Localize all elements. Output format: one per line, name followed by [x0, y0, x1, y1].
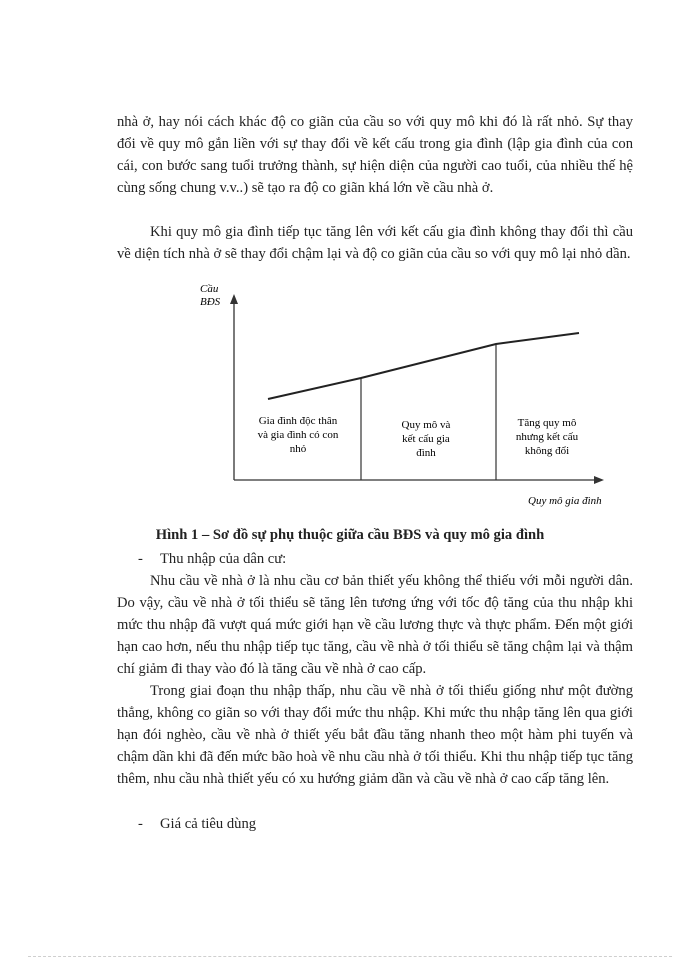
region-3-line2: nhưng kết cấu [515, 431, 579, 443]
paragraph-3: Nhu cầu về nhà ở là nhu cầu cơ bản thiết yếu không thể thiếu với mỗi người dân. Do vậy, cầu về nhà ở tối thiểu sẽ tăng lên tương ứng với tốc độ tăng của thu nhập khi mức thu nhập đã vượt quá mức giới hạn về cầu lương thực và thực phẩm. Đến một giới hạn cao hơn, nếu thu nhập tiếp tục tăng, cầu về nhà ở tối thiểu sẽ tăng chậm lại và thậm chí giảm đi thay vào đó là tăng cầu về nhà ở cao cấp. [117, 573, 633, 677]
figure-caption: Hình 1 – Sơ đồ sự phụ thuộc giữa cầu BĐS và quy mô gia đình [155, 527, 545, 543]
region-2-line3: đình [416, 447, 436, 459]
x-axis-label: Quy mô gia đình [528, 495, 602, 507]
region-3-line3: không đổi [524, 445, 570, 457]
bullet-dash: - [138, 816, 143, 832]
bullet-consumer-prices-text: Giá cả tiêu dùng [160, 816, 257, 832]
demand-curve [268, 333, 579, 399]
paragraph-2: Khi quy mô gia đình tiếp tục tăng lên với kết cấu gia đình không thay đổi thì cầu về diện tích nhà ở sẽ thay đổi chậm lại và độ co giãn của cầu so với quy mô lại nhỏ dần. [117, 224, 633, 262]
page-bottom-divider [28, 956, 672, 957]
bullet-consumer-prices [138, 813, 256, 835]
region-1-line2: và gia đình có con [257, 429, 339, 441]
y-axis-label-line2: BĐS [200, 296, 221, 308]
region-2-line1: Quy mô và [401, 419, 451, 431]
region-3-line1: Tăng quy mô [517, 417, 577, 429]
paragraph-1: nhà ở, hay nói cách khác độ co giãn của cầu so với quy mô khi đó là rất nhỏ. Sự thay đổi về quy mô gắn liền với sự thay đổi về kết cấu trong gia đình (lập gia đình của con cái, con bước sang tuổi trưởng thành, sự hiện diện của người cao tuổi, của nhiều thế hệ cùng sống chung v.v..) sẽ tạo ra độ co giãn khá lớn về cầu nhà ở. [117, 114, 633, 196]
y-axis-arrow [230, 294, 238, 304]
bullet-dash: - [138, 551, 143, 567]
bullet-income [138, 548, 286, 570]
region-1-line3: nhỏ [289, 443, 307, 455]
paragraph-4: Trong giai đoạn thu nhập thấp, nhu cầu về nhà ở tối thiểu giống như một đường thẳng, không co giãn so với thay đổi mức thu nhập. Khi mức thu nhập tăng lên qua giới hạn đói nghèo, cầu về nhà ở thiết yếu bắt đầu tăng nhanh theo một hàm phi tuyến và chậm dần khi đã đến mức bão hoà về nhu cầu nhà ở tối thiểu. Khi thu nhập tiếp tục tăng thêm, nhu cầu nhà thiết yếu có xu hướng giảm dần và cầu về nhà ở cao cấp tăng lên. [117, 683, 633, 787]
bullet-income-text: Thu nhập của dân cư: [160, 551, 287, 567]
region-1-line1: Gia đình độc thân [258, 415, 338, 427]
x-axis-arrow [594, 476, 604, 484]
region-2-line2: kết cấu gia [402, 433, 450, 445]
y-axis-label-line1: Cầu [200, 283, 219, 295]
